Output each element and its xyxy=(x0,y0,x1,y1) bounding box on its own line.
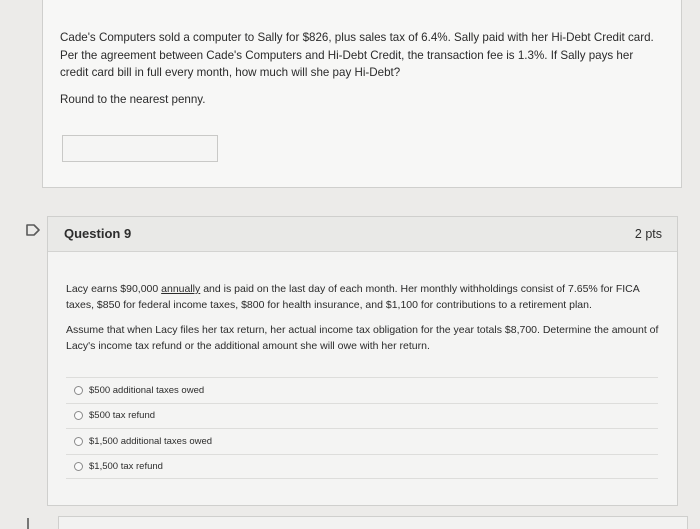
answer-option-2[interactable] xyxy=(66,403,658,429)
flag-icon[interactable] xyxy=(25,223,41,237)
answer-option-4[interactable] xyxy=(66,454,658,480)
answer-option-3[interactable] xyxy=(66,428,658,454)
radio-button[interactable] xyxy=(74,386,83,395)
answer-input-box[interactable] xyxy=(62,135,218,162)
previous-question-text: Cade's Computers sold a computer to Sally for $826, plus sales tax of 6.4%. Sally paid with her Hi-Debt Credit card. Per the agreement between Cade's Computers and Hi-Debt Credit, the transaction fee is 1.3%. If Sally pays her credit card bill in full every month, how much will she pay Hi-Debt? xyxy=(60,31,654,79)
answer-label: $1,500 additional taxes owed xyxy=(89,435,213,447)
question-paragraph-2: Assume that when Lacy files her tax return, her actual income tax obligation for the year totals $8,700. Determine the amount of Lacy's income tax refund or the additional amount she will owe with her return. xyxy=(66,324,659,352)
answer-option-1[interactable] xyxy=(66,377,658,403)
question-header xyxy=(48,217,677,252)
next-flag-icon[interactable] xyxy=(26,516,40,529)
question-points: 2 pts xyxy=(634,227,662,241)
previous-question-card xyxy=(42,0,682,188)
rounding-instruction: Round to the nearest penny. xyxy=(60,93,206,106)
answer-label: $1,500 tax refund xyxy=(89,460,163,472)
answer-label: $500 additional taxes owed xyxy=(89,384,205,396)
para1-before: Lacy earns $90,000 xyxy=(66,283,162,295)
para1-underlined: annually xyxy=(161,283,201,295)
answer-label: $500 tax refund xyxy=(89,410,156,422)
question-paragraph-1 xyxy=(66,281,661,313)
answer-options xyxy=(66,377,658,479)
radio-button[interactable] xyxy=(74,437,83,446)
question-9-card xyxy=(47,216,678,506)
radio-button[interactable] xyxy=(74,462,83,471)
radio-button[interactable] xyxy=(74,411,83,420)
question-title: Question 9 xyxy=(64,226,132,241)
para1-after: and is paid on the last day of each month. Her monthly withholdings consist of 7.65% for FICA taxes, $850 for federal income taxes, $800 for health insurance, and $1,100 for contributions to a retirement plan. xyxy=(66,283,640,311)
answer-input[interactable] xyxy=(63,136,217,161)
next-question-card xyxy=(58,516,688,529)
